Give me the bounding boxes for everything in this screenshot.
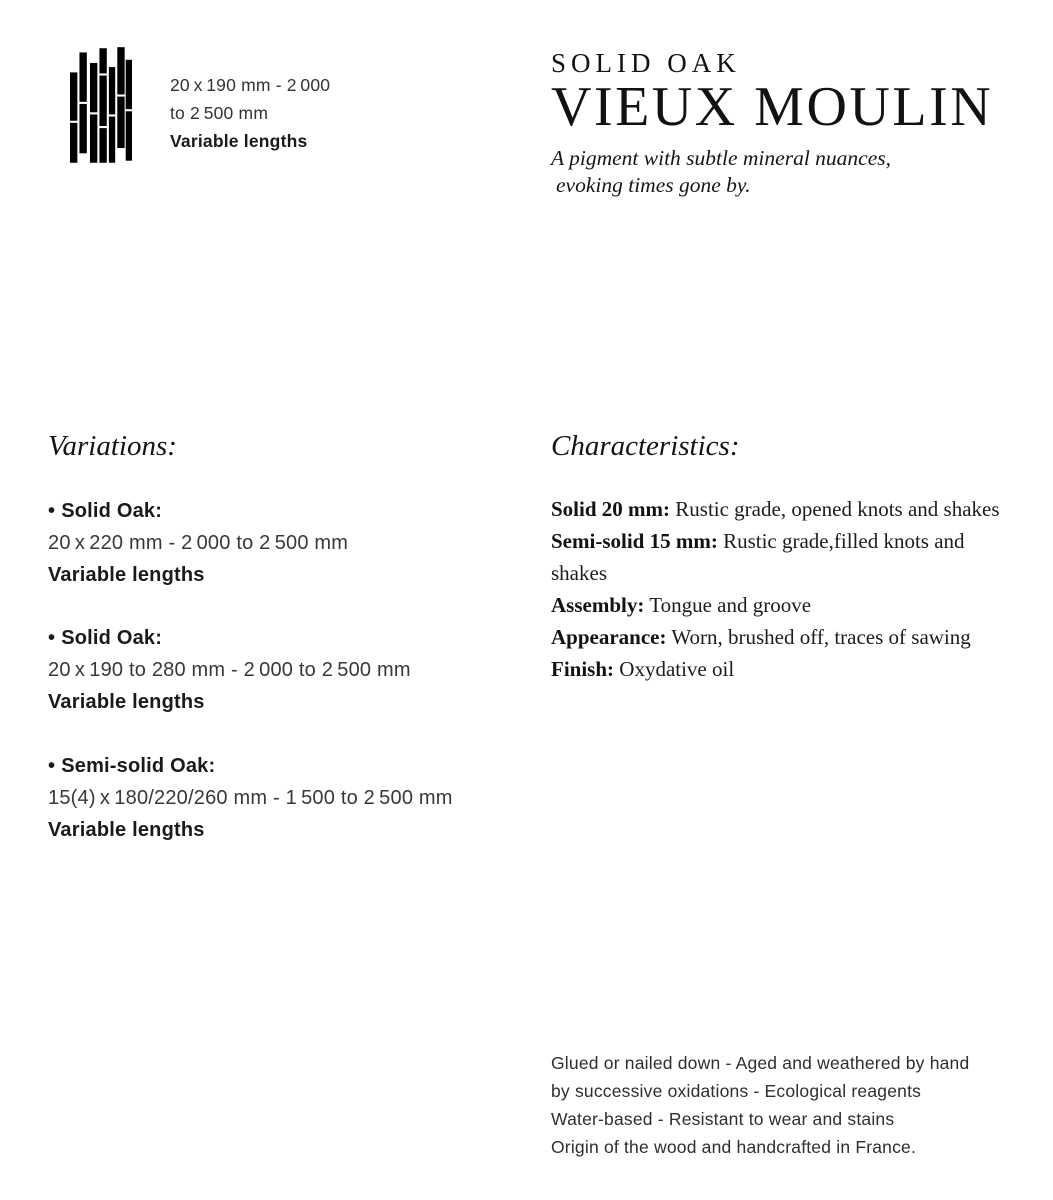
format-block — [70, 45, 331, 166]
characteristic-row — [551, 525, 1021, 589]
characteristic-value: Rustic grade, opened knots and shakes — [670, 497, 1000, 521]
variations-section — [48, 430, 508, 846]
header — [551, 48, 1021, 199]
footer-line: Origin of the wood and handcrafted in France. — [551, 1137, 917, 1157]
tagline-line1: A pigment with subtle mineral nuances, — [551, 146, 891, 170]
format-text — [170, 71, 430, 155]
tagline-line2: evoking times gone by. — [556, 173, 751, 197]
variation-name-text: Solid Oak: — [61, 627, 163, 649]
characteristic-label: Finish: — [551, 657, 615, 681]
characteristic-value: Worn, brushed off, traces of sawing — [666, 625, 971, 649]
characteristic-label: Assembly: — [551, 593, 645, 617]
footer-line: Water-based - Resistant to wear and stains — [551, 1109, 895, 1129]
variations-heading: Variations: — [48, 430, 177, 462]
variation-dimensions: 15(4) x 180/220/260 mm - 1 500 to 2 500 mm — [48, 787, 453, 809]
variation-name — [48, 622, 508, 654]
variation-item — [48, 495, 508, 591]
characteristics-list — [551, 493, 1021, 685]
product-category: SOLID OAK — [551, 48, 741, 78]
format-dimensions-line1: 20 x 190 mm - 2 000 — [170, 75, 331, 95]
characteristic-row — [551, 589, 1021, 621]
characteristic-label: Solid 20 mm: — [551, 497, 671, 521]
product-tagline — [551, 145, 1021, 199]
product-title: VIEUX MOULIN — [551, 76, 994, 138]
characteristic-row — [551, 493, 1021, 525]
characteristic-value: Tongue and groove — [644, 593, 812, 617]
variation-name — [48, 750, 508, 782]
plank-pattern-icon — [70, 45, 132, 166]
variation-note: Variable lengths — [48, 819, 205, 841]
variation-item — [48, 750, 508, 846]
variation-name — [48, 495, 508, 527]
characteristics-heading: Characteristics: — [551, 430, 740, 462]
characteristics-section — [551, 430, 1021, 685]
characteristic-row — [551, 653, 1021, 685]
characteristic-value: Rustic grade,filled knots and shakes — [551, 529, 965, 585]
bullet-icon: • — [48, 500, 56, 522]
footer-notes — [551, 1049, 1021, 1161]
variation-note: Variable lengths — [48, 691, 205, 713]
characteristic-row — [551, 621, 1021, 653]
footer-line: by successive oxidations - Ecological reagents — [551, 1081, 922, 1101]
bullet-icon: • — [48, 627, 56, 649]
variation-dimensions: 20 x 220 mm - 2 000 to 2 500 mm — [48, 532, 349, 554]
variation-name-text: Solid Oak: — [61, 500, 163, 522]
characteristic-label: Semi-solid 15 mm: — [551, 529, 718, 553]
variation-item — [48, 622, 508, 718]
variation-name-text: Semi-solid Oak: — [61, 755, 216, 777]
footer-line: Glued or nailed down - Aged and weathered by hand — [551, 1053, 970, 1073]
variation-note: Variable lengths — [48, 564, 205, 586]
bullet-icon: • — [48, 755, 56, 777]
format-dimensions-line2: to 2 500 mm — [170, 103, 269, 123]
format-variable-lengths: Variable lengths — [170, 131, 308, 151]
characteristic-value: Oxydative oil — [614, 657, 735, 681]
variation-dimensions: 20 x 190 to 280 mm - 2 000 to 2 500 mm — [48, 659, 411, 681]
characteristic-label: Appearance: — [551, 625, 667, 649]
